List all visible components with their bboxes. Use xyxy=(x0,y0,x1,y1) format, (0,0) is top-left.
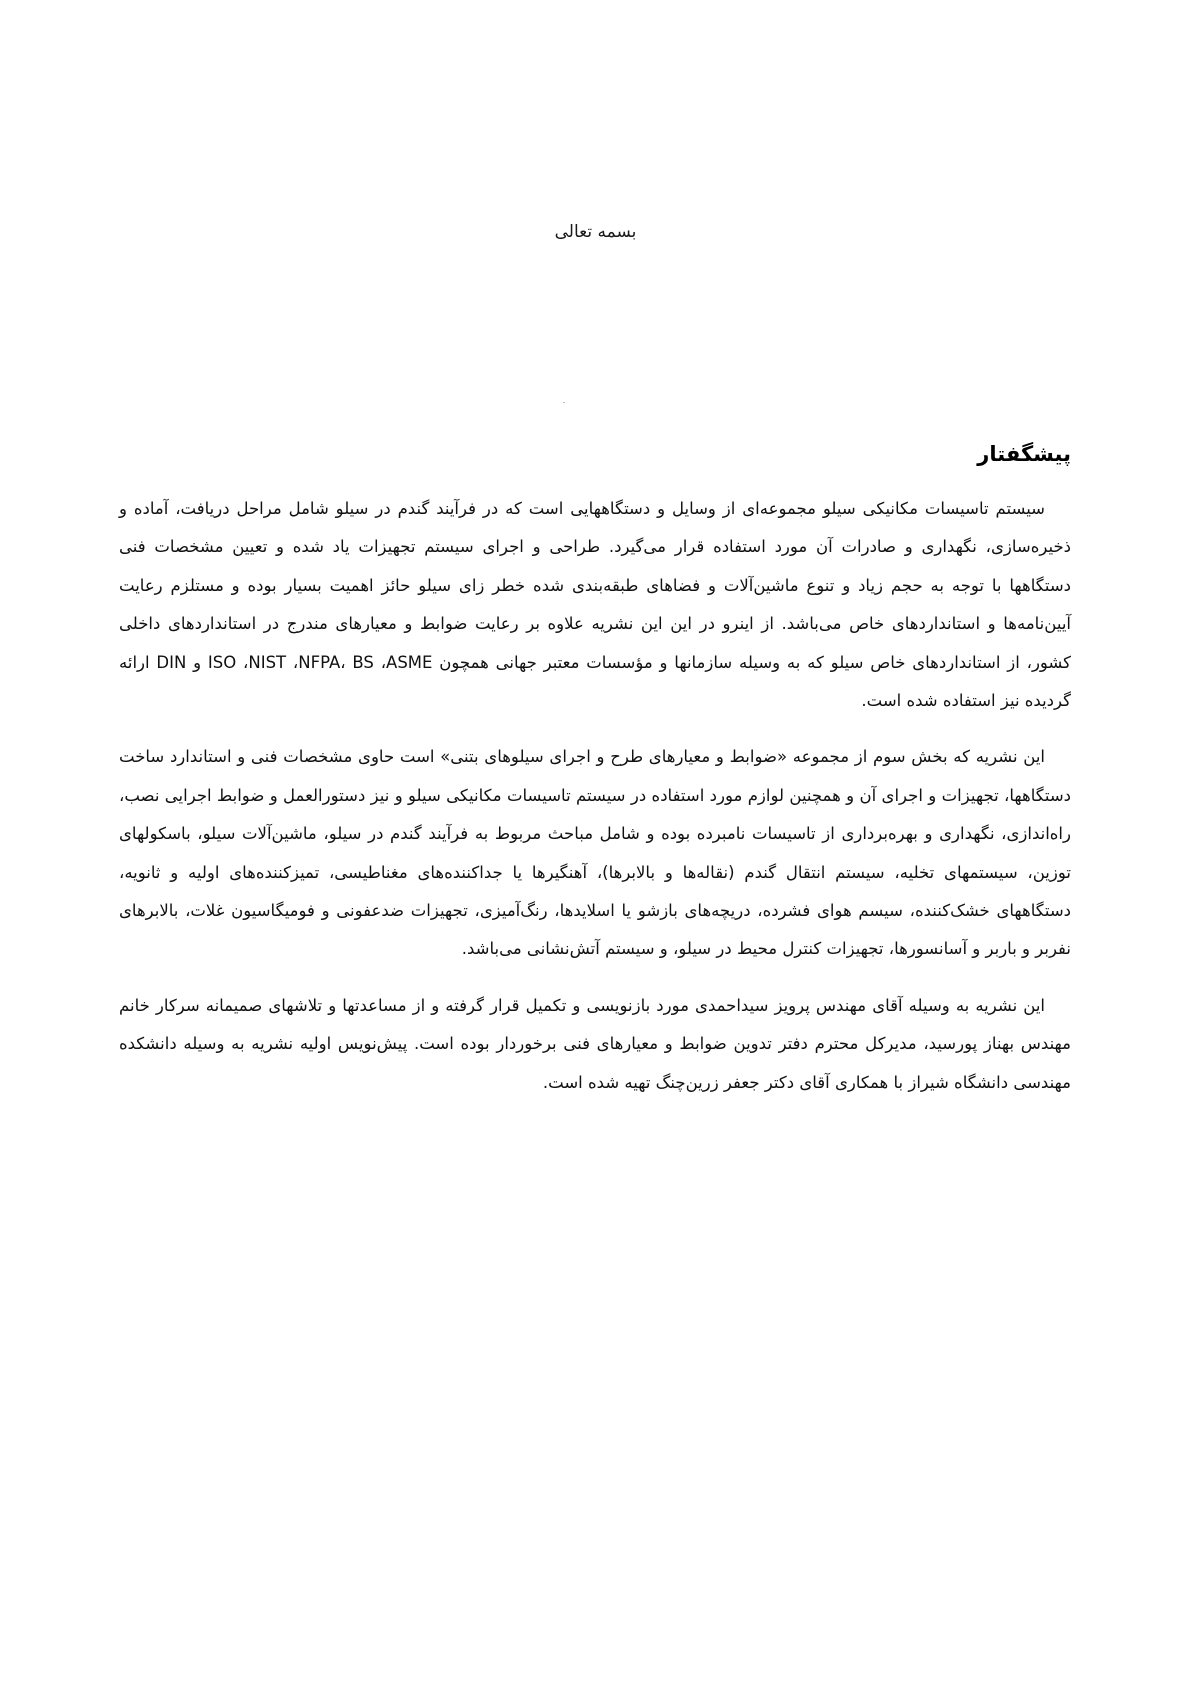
invocation-line: بسمه تعالی xyxy=(554,222,637,242)
paragraph-3: این نشریه به وسیله آقای مهندس پرویز سیداحمدی مورد بازنویسی و تکمیل قرار گرفته و از مساعدتها و تلاشهای صمیمانه سرکار خانم مهندس بهناز پورسید، مدیرکل محترم دفتر تدوین ضوابط و معیارهای فنی برخوردار بوده است. پیش‌نویس اولیه نشریه به وسیله دانشکده مهندسی دانشگاه شیراز با همکاری آقای دکتر جعفر زرین‌چنگ تهیه شده است. xyxy=(119,995,1071,1092)
paragraph-2: این نشریه که بخش سوم از مجموعه «ضوابط و معیارهای طرح و اجرای سیلوهای بتنی» است حاوی مشخصات فنی و استاندارد ساخت دستگاهها، تجهیزات و اجرای آن و همچنین لوازم مورد استفاده در سیستم تاسیسات مکانیکی سیلو و نیز دستورالعمل و ضوابط اجرایی نصب، راه‌اندازی، نگهداری و بهره‌برداری از تاسیسات نامبرده بوده و شامل مباحث مربوط به فرآیند گندم در سیلو، ماشین‌آلات سیلو، باسکولهای توزین، سیستمهای تخلیه، سیستم انتقال گندم (نقاله‌ها و بالابرها)، آهنگیرها یا جداکننده‌های مغناطیسی، تمیزکننده‌های اولیه و ثانویه، دستگاههای خشک‌کننده، سیسم هوای فشرده، دریچه‌های بازشو یا اسلایدها، رنگ‌آمیزی، تجهیزات ضدعفونی و فومیگاسیون غلات، بالابرهای نفربر و باربر و آسانسورها، تجهیزات کنترل محیط در سیلو، و سیستم آتش‌نشانی می‌باشد. xyxy=(119,747,1071,959)
paragraph-1: سیستم تاسیسات مکانیکی سیلو مجموعه‌ای از وسایل و دستگاههایی است که در فرآیند گندم در سیلو شامل مراحل دریافت، آماده و ذخیره‌سازی، نگهداری و صادرات آن مورد استفاده قرار می‌گیرد. طراحی و اجرای سیستم تجهیزات یاد شده و تعیین مشخصات فنی دستگاهها با توجه به حجم زیاد و تنوع ماشین‌آلات و فضاهای طبقه‌بندی شده خطر زای سیلو حائز اهمیت بسیار بوده و مستلزم رعایت آیین‌نامه‌ها و استانداردهای خاص می‌باشد. از اینرو در این این نشریه علاوه بر رعایت ضوابط و معیارهای مندرج در استانداردهای داخلی کشور، از استانداردهای خاص سیلو که به وسیله سازمانها و مؤسسات معتبر جهانی همچون ISO ،NIST ،NFPA، BS ،ASME و DIN ارائه گردیده نیز استفاده شده است. xyxy=(119,499,1072,711)
section-heading: پیشگفتار xyxy=(977,442,1071,466)
body-text xyxy=(119,490,1071,1120)
scan-speck xyxy=(563,402,565,403)
